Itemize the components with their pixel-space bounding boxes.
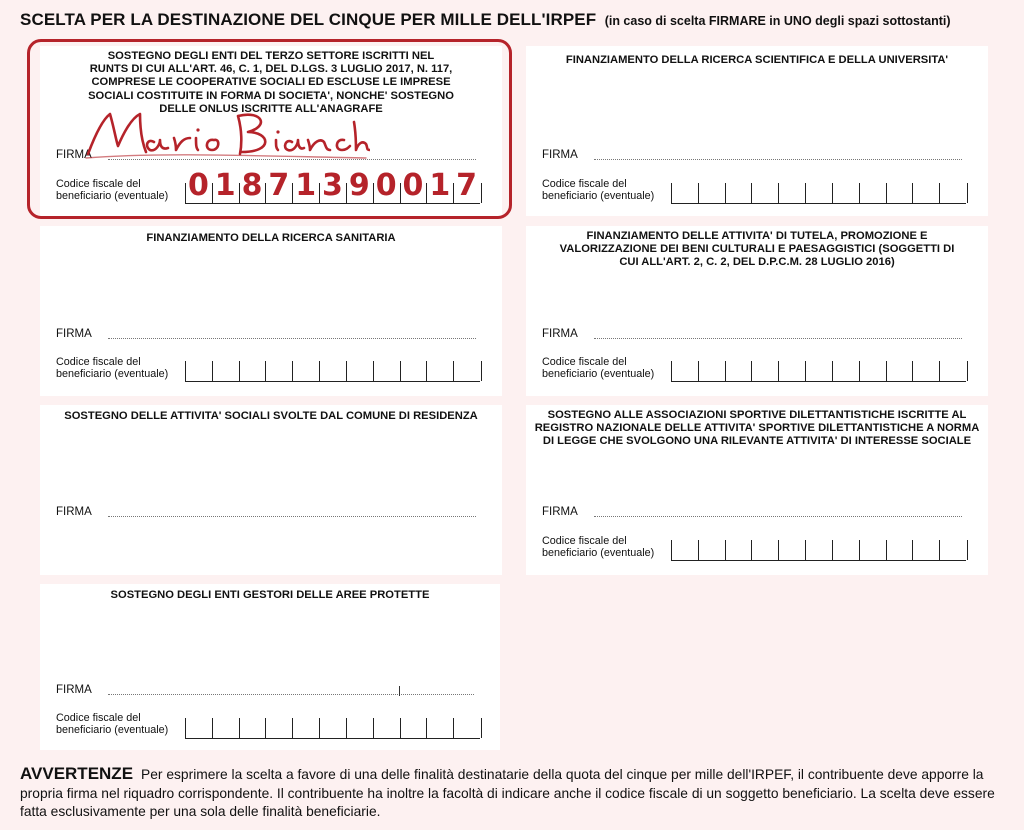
codice-fiscale-digit: 8 <box>241 168 263 203</box>
codice-fiscale-input[interactable] <box>671 361 966 382</box>
codice-fiscale-cell[interactable] <box>778 183 806 203</box>
codice-fiscale-cell[interactable] <box>805 540 833 560</box>
panel-sportive <box>526 405 988 575</box>
panel-title: SOSTEGNO DEGLI ENTI GESTORI DELLE AREE PROTETTE <box>110 589 430 601</box>
form-instructions: (in caso di scelta FIRMARE in UNO degli spazi sottostanti) <box>604 14 951 28</box>
codice-fiscale-digit: 7 <box>268 168 290 203</box>
codice-fiscale-digit: 9 <box>348 168 370 203</box>
signature-field[interactable] <box>594 338 962 339</box>
codice-fiscale-label: Codice fiscale del beneficiario (eventuale) <box>56 356 169 380</box>
panel-ricerca-sanitaria <box>40 226 502 396</box>
codice-fiscale-label: Codice fiscale del beneficiario (eventuale) <box>56 178 169 202</box>
codice-fiscale-cell[interactable] <box>832 540 860 560</box>
panel-ricerca-scientifica <box>526 46 988 216</box>
codice-fiscale-cell[interactable] <box>671 361 699 381</box>
codice-fiscale-label: Codice fiscale del beneficiario (eventuale) <box>56 712 169 736</box>
warning-section <box>20 765 1010 822</box>
codice-fiscale-cell[interactable] <box>319 361 347 381</box>
codice-fiscale-cell[interactable] <box>212 718 240 738</box>
codice-fiscale-cell[interactable] <box>939 361 968 381</box>
codice-fiscale-input[interactable] <box>185 718 480 739</box>
codice-fiscale-cell[interactable] <box>265 361 293 381</box>
codice-fiscale-cell[interactable] <box>725 540 753 560</box>
codice-fiscale-cell[interactable] <box>373 718 401 738</box>
codice-fiscale-cell[interactable] <box>725 361 753 381</box>
codice-fiscale-cell[interactable] <box>319 718 347 738</box>
codice-fiscale-cell[interactable] <box>346 718 374 738</box>
codice-fiscale-cell[interactable] <box>346 361 374 381</box>
warning-title: AVVERTENZE <box>20 764 134 783</box>
codice-fiscale-value <box>185 168 480 203</box>
codice-fiscale-cell[interactable] <box>912 361 940 381</box>
signature-field[interactable] <box>594 159 962 160</box>
panel-title: SOSTEGNO DEGLI ENTI DEL TERZO SETTORE ISCRITTI NEL RUNTS DI CUI ALL'ART. 46, C. 1, DEL D.LGS. 3 LUGLIO 2017, N. 117, COMPRESE LE COOPERATIVE SOCIALI ED ESCLUSE LE IMPRESE SOCIALI COSTITUITE IN FORMA DI SOCIETA', NONCHE' SOSTEGNO DELLE ONLUS ISCRITTE ALL'ANAGRAFE <box>88 50 454 115</box>
codice-fiscale-label: Codice fiscale del beneficiario (eventuale) <box>542 535 655 559</box>
panel-title: FINANZIAMENTO DELLA RICERCA SCIENTIFICA E DELLA UNIVERSITA' <box>565 54 949 66</box>
codice-fiscale-input[interactable] <box>185 361 480 382</box>
codice-fiscale-cell[interactable] <box>886 540 914 560</box>
codice-fiscale-cell[interactable] <box>725 183 753 203</box>
codice-fiscale-cell[interactable] <box>671 183 699 203</box>
codice-fiscale-cell[interactable] <box>373 361 401 381</box>
codice-fiscale-cell[interactable] <box>886 361 914 381</box>
codice-fiscale-cell[interactable] <box>698 183 726 203</box>
codice-fiscale-cell[interactable] <box>400 361 428 381</box>
signature-field[interactable] <box>108 694 474 695</box>
codice-fiscale-cell[interactable] <box>400 718 428 738</box>
codice-fiscale-cell[interactable] <box>265 718 293 738</box>
codice-fiscale-cell[interactable] <box>805 183 833 203</box>
codice-fiscale-cell[interactable] <box>859 361 887 381</box>
codice-fiscale-cell[interactable] <box>805 361 833 381</box>
panel-beni-culturali <box>526 226 988 396</box>
codice-fiscale-digit: 0 <box>187 168 209 203</box>
codice-fiscale-digit: 7 <box>456 168 478 203</box>
codice-fiscale-cell[interactable] <box>859 183 887 203</box>
codice-fiscale-cell[interactable] <box>912 540 940 560</box>
codice-fiscale-cell[interactable] <box>426 361 454 381</box>
codice-fiscale-label: Codice fiscale del beneficiario (eventuale) <box>542 356 655 380</box>
firma-label: FIRMA <box>542 149 578 161</box>
panel-title: SOSTEGNO ALLE ASSOCIAZIONI SPORTIVE DILETTANTISTICHE ISCRITTE AL REGISTRO NAZIONALE DELLE ATTIVITA' SPORTIVE DILETTANTISTICHE A NORMA DI LEGGE CHE SVOLGONO UNA RILEVANTE ATTIVITA' DI INTERESSE SOCIALE <box>534 409 980 448</box>
codice-fiscale-input[interactable] <box>671 183 966 204</box>
codice-fiscale-cell[interactable] <box>886 183 914 203</box>
warning-text: Per esprimere la scelta a favore di una delle finalità destinatarie della quota del cinque per mille dell'IRPEF, il contribuente deve apporre la propria firma nel riquadro corrispondente. Il contribuente ha inoltre la facoltà di indicare anche il codice fiscale di un soggetto beneficiario. La scelta deve essere fatta esclusivamente per una sola delle finalità beneficiarie. <box>20 767 995 819</box>
codice-fiscale-cell[interactable] <box>212 361 240 381</box>
codice-fiscale-cell[interactable] <box>832 361 860 381</box>
firma-label: FIRMA <box>542 506 578 518</box>
codice-fiscale-cell[interactable] <box>698 540 726 560</box>
codice-fiscale-cell[interactable] <box>185 718 213 738</box>
panel-title: SOSTEGNO DELLE ATTIVITA' SOCIALI SVOLTE DAL COMUNE DI RESIDENZA <box>64 410 478 422</box>
codice-fiscale-cell[interactable] <box>698 361 726 381</box>
codice-fiscale-cell[interactable] <box>453 361 482 381</box>
panel-title: FINANZIAMENTO DELLE ATTIVITA' DI TUTELA, PROMOZIONE E VALORIZZAZIONE DEI BENI CULTURALI E PAESAGGISTICI (SOGGETTI DI CUI ALL'ART. 2, C. 2, DEL D.P.C.M. 28 LUGLIO 2016) <box>559 230 955 269</box>
handwritten-signature <box>80 102 370 162</box>
signature-field[interactable] <box>108 516 476 517</box>
pen-mark <box>399 686 400 696</box>
codice-fiscale-digit: 1 <box>295 168 317 203</box>
codice-fiscale-cell[interactable] <box>292 718 320 738</box>
codice-fiscale-cell[interactable] <box>185 361 213 381</box>
codice-fiscale-label: Codice fiscale del beneficiario (eventuale) <box>542 178 655 202</box>
codice-fiscale-input[interactable] <box>671 540 966 561</box>
codice-fiscale-cell[interactable] <box>453 718 482 738</box>
panel-comune <box>40 405 502 575</box>
codice-fiscale-cell[interactable] <box>751 540 779 560</box>
firma-label: FIRMA <box>56 328 92 340</box>
form-title: SCELTA PER LA DESTINAZIONE DEL CINQUE PER MILLE DELL'IRPEF <box>20 10 597 29</box>
firma-label: FIRMA <box>542 328 578 340</box>
signature-field[interactable] <box>594 516 962 517</box>
codice-fiscale-cell[interactable] <box>671 540 699 560</box>
codice-fiscale-cell[interactable] <box>426 718 454 738</box>
codice-fiscale-cell[interactable] <box>239 361 267 381</box>
codice-fiscale-digit: 0 <box>375 168 397 203</box>
codice-fiscale-cell[interactable] <box>751 361 779 381</box>
codice-fiscale-cell[interactable] <box>778 361 806 381</box>
firma-label: FIRMA <box>56 684 92 696</box>
codice-fiscale-cell[interactable] <box>912 183 940 203</box>
firma-label: FIRMA <box>56 506 92 518</box>
panel-aree-protette <box>40 584 500 750</box>
codice-fiscale-cell[interactable] <box>939 183 968 203</box>
form-header <box>20 10 1015 32</box>
panel-title: FINANZIAMENTO DELLA RICERCA SANITARIA <box>146 232 396 244</box>
codice-fiscale-cell[interactable] <box>778 540 806 560</box>
codice-fiscale-digit: 1 <box>214 168 236 203</box>
codice-fiscale-cell[interactable] <box>751 183 779 203</box>
firma-label: FIRMA <box>56 149 92 161</box>
codice-fiscale-cell[interactable] <box>292 361 320 381</box>
codice-fiscale-cell[interactable] <box>859 540 887 560</box>
codice-fiscale-cell[interactable] <box>239 718 267 738</box>
codice-fiscale-digit: 0 <box>402 168 424 203</box>
codice-fiscale-cell[interactable] <box>939 540 968 560</box>
signature-field[interactable] <box>108 338 476 339</box>
codice-fiscale-cell[interactable] <box>832 183 860 203</box>
codice-fiscale-digit: 1 <box>429 168 451 203</box>
codice-fiscale-digit: 3 <box>322 168 343 203</box>
